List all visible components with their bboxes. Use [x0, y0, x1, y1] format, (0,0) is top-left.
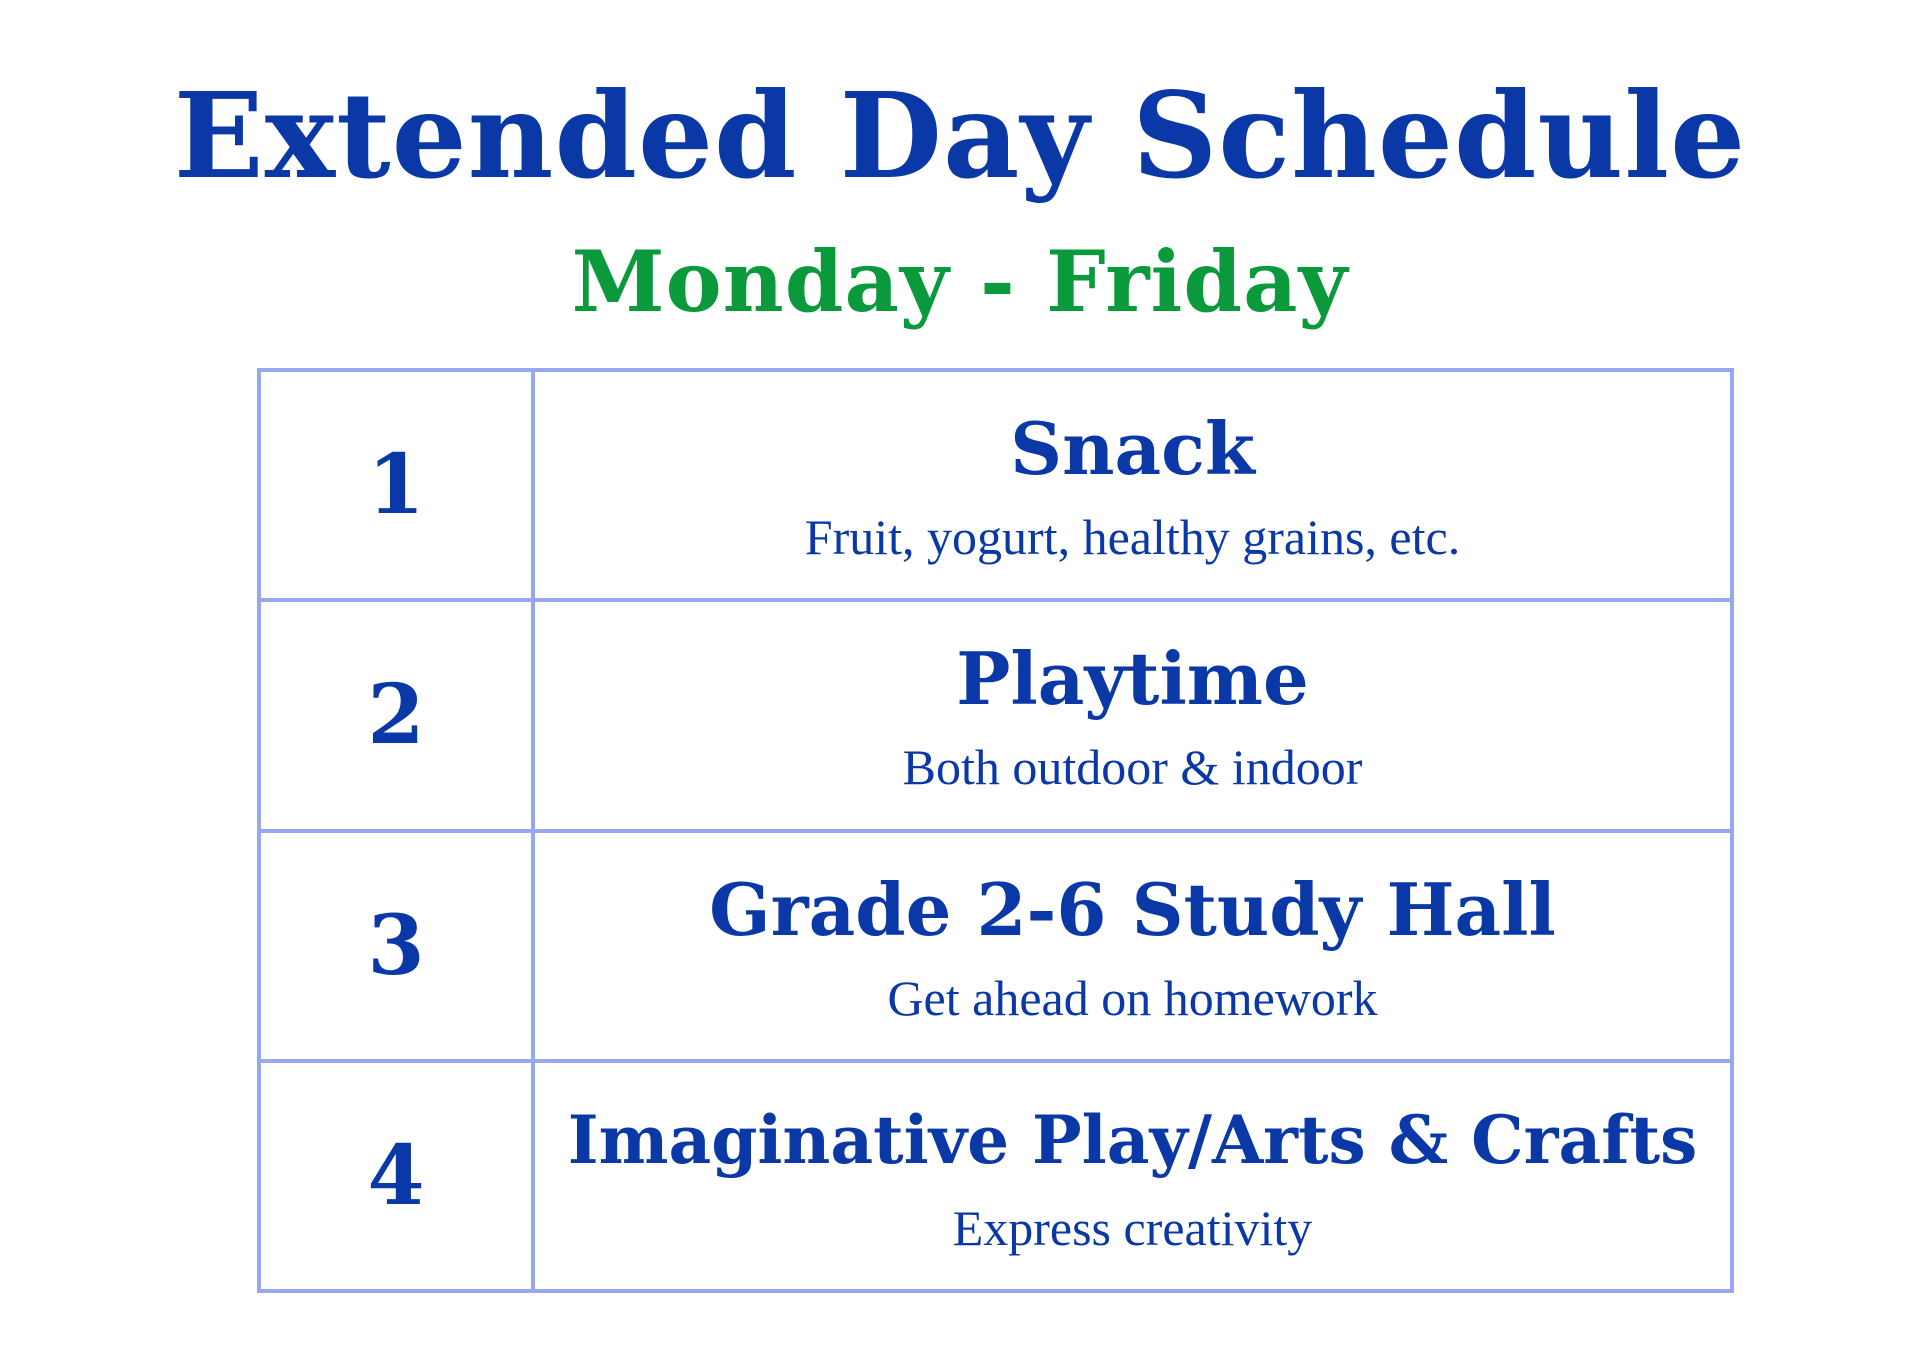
- step-number: 1: [259, 370, 533, 600]
- activity-title: Playtime: [956, 636, 1309, 722]
- activity-cell: [533, 831, 1732, 1061]
- activity-description: Fruit, yogurt, healthy grains, etc.: [804, 509, 1461, 566]
- step-number: 4: [259, 1061, 533, 1291]
- page-title: Extended Day Schedule: [173, 66, 1747, 205]
- page-subtitle: Monday - Friday: [571, 232, 1349, 331]
- step-number: 3: [259, 831, 533, 1061]
- activity-cell: [533, 600, 1732, 830]
- activity-title: Snack: [1010, 406, 1255, 492]
- schedule-row: [259, 600, 1732, 830]
- schedule-row: [259, 831, 1732, 1061]
- schedule-row: [259, 1061, 1732, 1291]
- schedule-row: [259, 370, 1732, 600]
- activity-description: Both outdoor & indoor: [902, 739, 1363, 796]
- schedule-table: [257, 368, 1734, 1293]
- activity-title: Imaginative Play/Arts & Crafts: [567, 1100, 1698, 1179]
- activity-description: Get ahead on homework: [887, 969, 1378, 1026]
- activity-cell: [533, 370, 1732, 600]
- activity-cell: [533, 1061, 1732, 1291]
- activity-title: Grade 2-6 Study Hall: [709, 866, 1556, 952]
- activity-description: Express creativity: [952, 1199, 1313, 1256]
- step-number: 2: [259, 600, 533, 830]
